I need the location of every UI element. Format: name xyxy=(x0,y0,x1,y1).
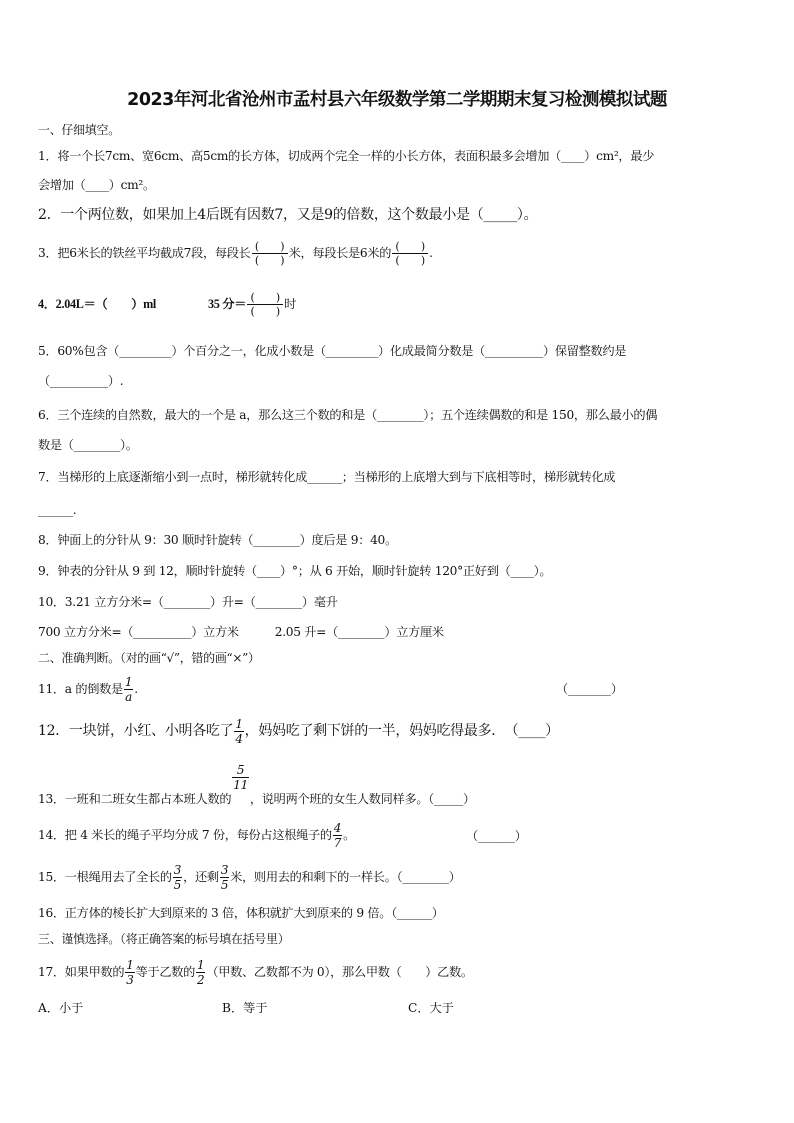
page-title: 2023年河北省沧州市孟村县六年级数学第二学期期末复习检测模拟试题 xyxy=(127,90,667,110)
fraction-numerator: 3 xyxy=(220,863,229,877)
question-6-line-1: 6．三个连续的自然数，最大的一个是 a，那么这三个数的和是（________）；五个连续偶数的和是 150，那么最小的偶 xyxy=(38,408,658,422)
fraction-numerator: 1 xyxy=(126,958,134,972)
question-11-text-a: 11．a 的倒数是 xyxy=(38,682,123,696)
question-15-fraction-2 xyxy=(220,864,229,891)
question-3-fraction-1 xyxy=(252,241,288,266)
fraction-numerator: ( ) xyxy=(247,292,283,305)
fraction-numerator: 1 xyxy=(197,958,205,972)
question-3-fraction-2 xyxy=(392,241,428,266)
fraction-denominator: 5 xyxy=(220,878,229,892)
question-9: 9．钟表的分针从 9 到 12，顺时针旋转（____）°；从 6 开始，顺时针旋转 120°正好到（____）。 xyxy=(38,564,552,578)
fraction-numerator: 5 xyxy=(232,764,249,778)
question-6-line-2: 数是（________）。 xyxy=(38,438,138,452)
fraction-numerator: ( ) xyxy=(392,241,428,254)
fraction-denominator: ( ) xyxy=(250,305,280,318)
fraction-numerator: ( ) xyxy=(252,241,288,254)
fraction-denominator: 11 xyxy=(233,778,248,792)
question-13-text-a: 13．一班和二班女生都占本班人数的 xyxy=(38,792,232,806)
question-14-text-a: 14．把 4 米长的绳子平均分成 7 份，每份占这根绳子的 xyxy=(38,828,332,842)
question-12-text-a: 12．一块饼，小红、小明各吃了 xyxy=(38,723,234,739)
fraction-denominator: 5 xyxy=(173,878,182,892)
question-4-text-c: 时 xyxy=(284,297,297,311)
question-17 xyxy=(38,955,473,989)
fraction-numerator: 1 xyxy=(235,716,243,731)
fraction-denominator: a xyxy=(125,690,132,704)
option-a: A．小于 xyxy=(38,1001,84,1015)
option-b: B．等于 xyxy=(222,1001,268,1015)
fraction-numerator: 3 xyxy=(173,863,182,877)
question-11 xyxy=(38,672,138,706)
question-11-text-b: . xyxy=(134,682,138,696)
question-10-line-2 xyxy=(38,624,444,640)
fraction-denominator: 2 xyxy=(197,973,205,987)
question-15-fraction-1 xyxy=(173,864,182,891)
fraction-denominator: 7 xyxy=(333,836,342,850)
question-17-fraction-2 xyxy=(196,959,205,986)
question-3 xyxy=(38,236,433,270)
question-2: 2．一个两位数，如果加上4后既有因数7，又是9的倍数，这个数最小是（_____）。 xyxy=(38,207,538,223)
question-14 xyxy=(38,818,355,852)
question-14-text-b: 。 xyxy=(343,828,355,842)
question-15-text-b: ，还剩 xyxy=(183,870,219,884)
question-7-line-1: 7．当梯形的上底逐渐缩小到一点时，梯形就转化成______；当梯形的上底增大到与下底相等时，梯形就转化成 xyxy=(38,470,616,484)
fraction-denominator: 3 xyxy=(126,973,134,987)
question-10-text-b: 2.05 升=（________）立方厘米 xyxy=(274,625,444,639)
question-4-text-b: 35 分＝ xyxy=(208,297,247,311)
question-12-text-b: ，妈妈吃了剩下饼的一半，妈妈吃得最多． （____） xyxy=(244,723,559,739)
question-4 xyxy=(38,287,296,321)
question-13-fraction xyxy=(232,764,249,791)
fraction-denominator: ( ) xyxy=(395,254,425,267)
question-13 xyxy=(38,764,475,806)
section-heading-1: 一、仔细填空。 xyxy=(38,123,120,137)
fraction-numerator: 4 xyxy=(333,821,342,835)
question-3-text-b: 米，每段长是6米的 xyxy=(288,246,392,260)
question-14-answer-blank: （______） xyxy=(466,829,527,843)
question-11-fraction xyxy=(124,676,133,703)
option-c: C．大于 xyxy=(408,1001,454,1015)
question-5-line-1: 5．60%包含（_________）个百分之一，化成小数是（_________）化成最简分数是（__________）保留整数约是 xyxy=(38,344,627,358)
section-heading-2: 二、准确判断。（对的画“√”，错的画“×”） xyxy=(38,651,260,665)
question-17-text-a: 17．如果甲数的 xyxy=(38,965,125,979)
section-heading-3: 三、谨慎选择。（将正确答案的标号填在括号里） xyxy=(38,932,290,946)
question-15-text-c: 米，则用去的和剩下的一样长。（________） xyxy=(230,870,461,884)
question-8: 8．钟面上的分针从 9：30 顺时针旋转（________）度后是 9：40。 xyxy=(38,533,397,547)
question-4-text-a: 4．2.04L＝（ ）ml xyxy=(38,297,157,311)
question-3-text-c: . xyxy=(429,246,433,260)
question-15 xyxy=(38,860,461,894)
question-11-answer-blank: （_______） xyxy=(556,682,624,696)
fraction-denominator: 4 xyxy=(235,731,243,746)
question-4-fraction xyxy=(247,292,283,317)
question-14-fraction xyxy=(333,822,342,849)
question-13-text-b: ，说明两个班的女生人数同样多。（_____） xyxy=(249,792,475,806)
question-1-line-2: 会增加（____）cm²。 xyxy=(38,178,155,192)
question-15-text-a: 15．一根绳用去了全长的 xyxy=(38,870,172,884)
question-17-fraction-1 xyxy=(125,959,134,986)
fraction-denominator: ( ) xyxy=(254,254,285,267)
question-10-line-1: 10．3.21 立方分米=（________）升=（________）毫升 xyxy=(38,595,338,609)
fraction-numerator: 1 xyxy=(124,675,133,689)
question-1-line-1: 1．将一个长7cm、宽6cm、高5cm的长方体，切成两个完全一样的小长方体，表面积最多会增加（____）cm²，最少 xyxy=(38,149,655,163)
question-16: 16．正方体的棱长扩大到原来的 3 倍，体积就扩大到原来的 9 倍。（______） xyxy=(38,906,444,920)
question-17-text-b: 等于乙数的 xyxy=(135,965,196,979)
question-17-text-c: （甲数、乙数都不为 0），那么甲数（ ）乙数。 xyxy=(206,965,473,979)
question-3-text-a: 3．把6米长的铁丝平均截成7段，每段长 xyxy=(38,246,251,260)
question-7-line-2: ______. xyxy=(38,503,77,517)
question-12 xyxy=(38,714,559,748)
question-12-fraction xyxy=(234,718,243,745)
question-10-text-a: 700 立方分米=（__________）立方米 xyxy=(38,625,239,639)
question-5-line-2: （__________）. xyxy=(38,374,124,388)
